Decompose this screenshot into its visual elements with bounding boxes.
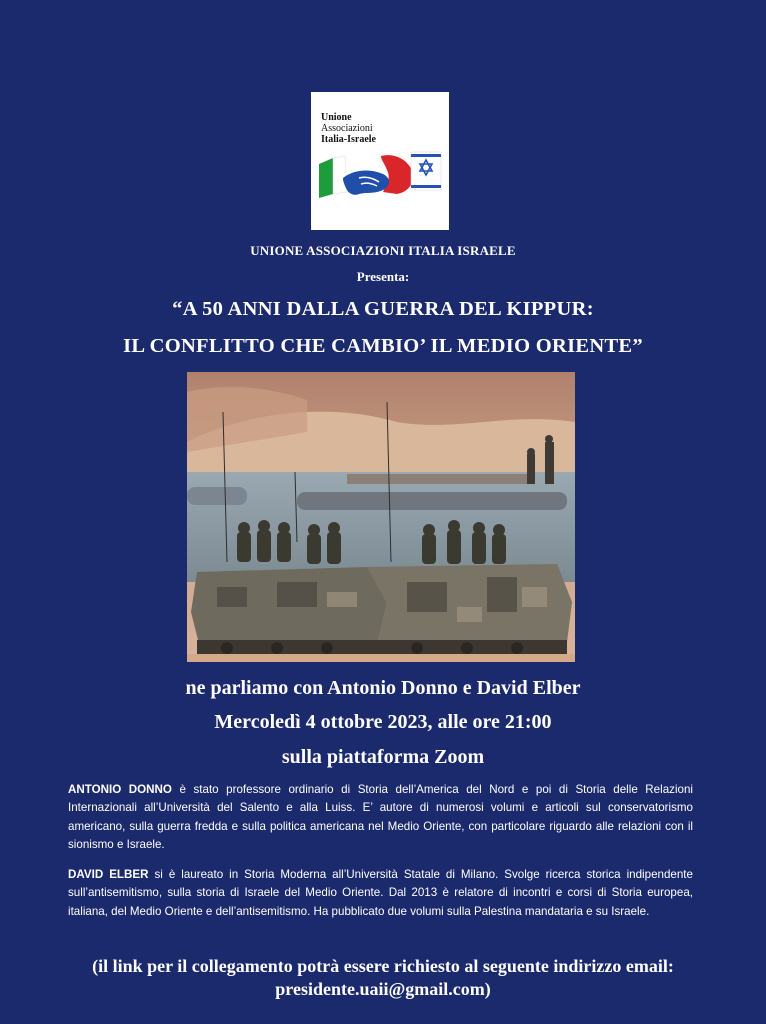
bio-name: DAVID ELBER	[68, 868, 149, 881]
armored-vehicles-image	[187, 372, 575, 662]
event-title-line-1: “A 50 ANNI DALLA GUERRA DEL KIPPUR:	[172, 298, 594, 320]
event-platform: sulla piattaforma Zoom	[281, 746, 485, 768]
bio-text: è stato professore ordinario di Storia dell’America del Nord e poi di Storia delle Relazioni Internazionali all’Università del Salento e alla Luiss. E’ autore di numerosi volumi e articoli sul conservatorismo americano, sulla guerra fredda e sulla politica americana nel Medio Oriente, con particolare riguardo alle relazioni con il sionismo e Israele.	[68, 783, 693, 851]
event-datetime: Mercoledì 4 ottobre 2023, alle ore 21:00	[214, 711, 552, 733]
organization-name: UNIONE ASSOCIAZIONI ITALIA ISRAELE	[250, 243, 516, 258]
association-logo	[311, 92, 449, 230]
link-request-note: (il link per il collegamento potrà essere richiesto al seguente indirizzo email:	[92, 956, 674, 976]
logo-line-1: Unione	[321, 112, 352, 123]
contact-email[interactable]: presidente.uaii@gmail.com)	[275, 979, 491, 999]
handshake-flags-icon	[317, 148, 443, 208]
logo-text	[321, 112, 376, 145]
bio-david-elber	[68, 866, 693, 921]
presents-label: Presenta:	[356, 269, 410, 284]
event-title-line-2: IL CONFLITTO CHE CAMBIO’ IL MEDIO ORIENTE”	[123, 335, 643, 357]
bio-text: si è laureato in Storia Moderna all’Università Statale di Milano. Svolge ricerca storica indipendente sull’antisemitismo, sulla storia di Israele del Medio Oriente. Dal 2013 è relatore di incontri e corsi di Storia europea, italiana, del Medio Oriente e dell’antisemitismo. Ha pubblicato due volumi sulla Palestina mandataria e su Israele.	[68, 868, 693, 918]
war-photo	[187, 372, 575, 662]
speakers-line: ne parliamo con Antonio Donno e David Elber	[185, 677, 581, 699]
bio-antonio-donno	[68, 781, 693, 854]
logo-line-2: Associazioni	[321, 123, 373, 134]
bio-name: ANTONIO DONNO	[68, 783, 172, 796]
logo-line-3: Italia-Israele	[321, 134, 376, 145]
